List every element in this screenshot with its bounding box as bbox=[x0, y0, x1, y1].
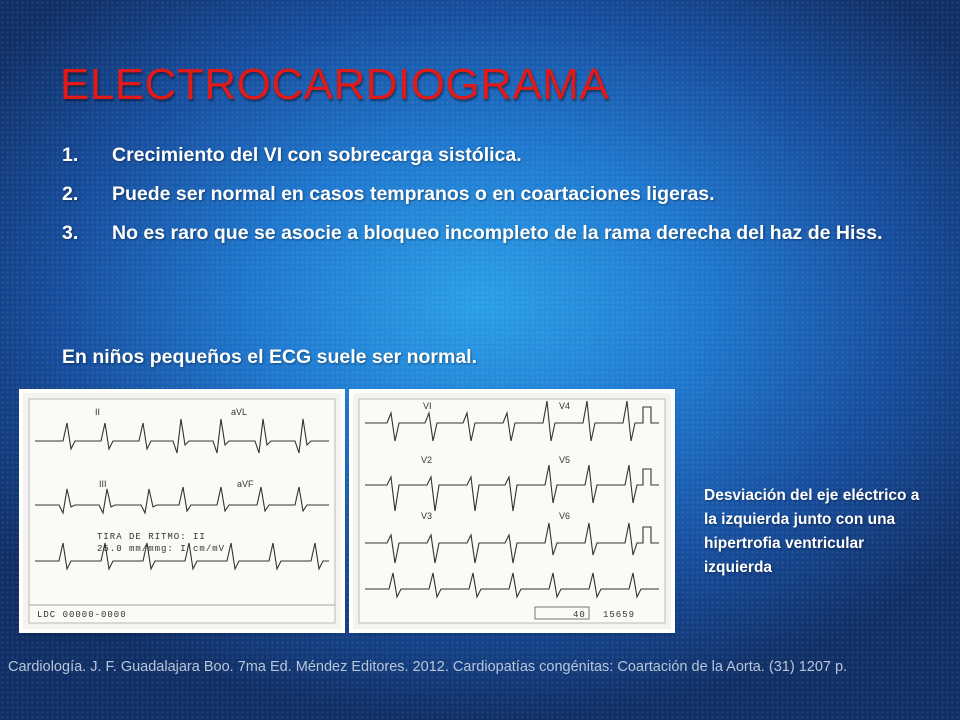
finding-text: Puede ser normal en casos tempranos o en coartaciones ligeras. bbox=[112, 183, 715, 205]
finding-number: 1. bbox=[62, 144, 79, 166]
findings-list bbox=[62, 142, 942, 259]
ecg-box-value: 40 bbox=[573, 610, 586, 620]
lead-label: V3 bbox=[421, 511, 433, 521]
lead-label: aVL bbox=[231, 407, 248, 417]
pediatric-note: En niños pequeños el ECG suele ser normal. bbox=[62, 346, 478, 368]
calibration-caption: 25.0 mm/mmg: I cm/mV bbox=[97, 544, 226, 554]
finding-text: Crecimiento del VI con sobrecarga sistólica. bbox=[112, 144, 522, 166]
lead-label: V5 bbox=[559, 455, 571, 465]
lead-label: II bbox=[95, 407, 101, 417]
lead-label: V4 bbox=[559, 401, 571, 411]
lead-label: V2 bbox=[421, 455, 433, 465]
ecg-limb-leads-image bbox=[23, 393, 341, 629]
axis-deviation-note: Desviación del eje eléctrico a la izquierda junto con una hipertrofia ventricular izquierda bbox=[704, 487, 920, 576]
ecg-footer-code: LDC 00000-0000 bbox=[37, 610, 127, 620]
finding-number: 2. bbox=[62, 183, 79, 205]
finding-text: No es raro que se asocie a bloqueo incompleto de la rama derecha del haz de Hiss. bbox=[112, 222, 883, 244]
finding-number: 3. bbox=[62, 222, 79, 244]
lead-label: V6 bbox=[559, 511, 571, 521]
finding-item bbox=[62, 142, 942, 168]
ecg-record-number: 15659 bbox=[603, 610, 636, 620]
lead-label: aVF bbox=[237, 479, 254, 489]
ecg-precordial-leads-image bbox=[353, 393, 671, 629]
bibliographic-reference: Cardiología. J. F. Guadalajara Boo. 7ma Ed. Méndez Editores. 2012. Cardiopatías congénitas: Coartación de la Aorta. (31) 1207 p. bbox=[8, 659, 848, 675]
finding-item bbox=[62, 181, 942, 207]
finding-item bbox=[62, 220, 942, 246]
lead-label: III bbox=[99, 479, 107, 489]
lead-label: VI bbox=[423, 401, 432, 411]
rhythm-strip-caption: TIRA DE RITMO: II bbox=[97, 532, 206, 542]
slide-title: ELECTROCARDIOGRAMA bbox=[60, 60, 610, 109]
